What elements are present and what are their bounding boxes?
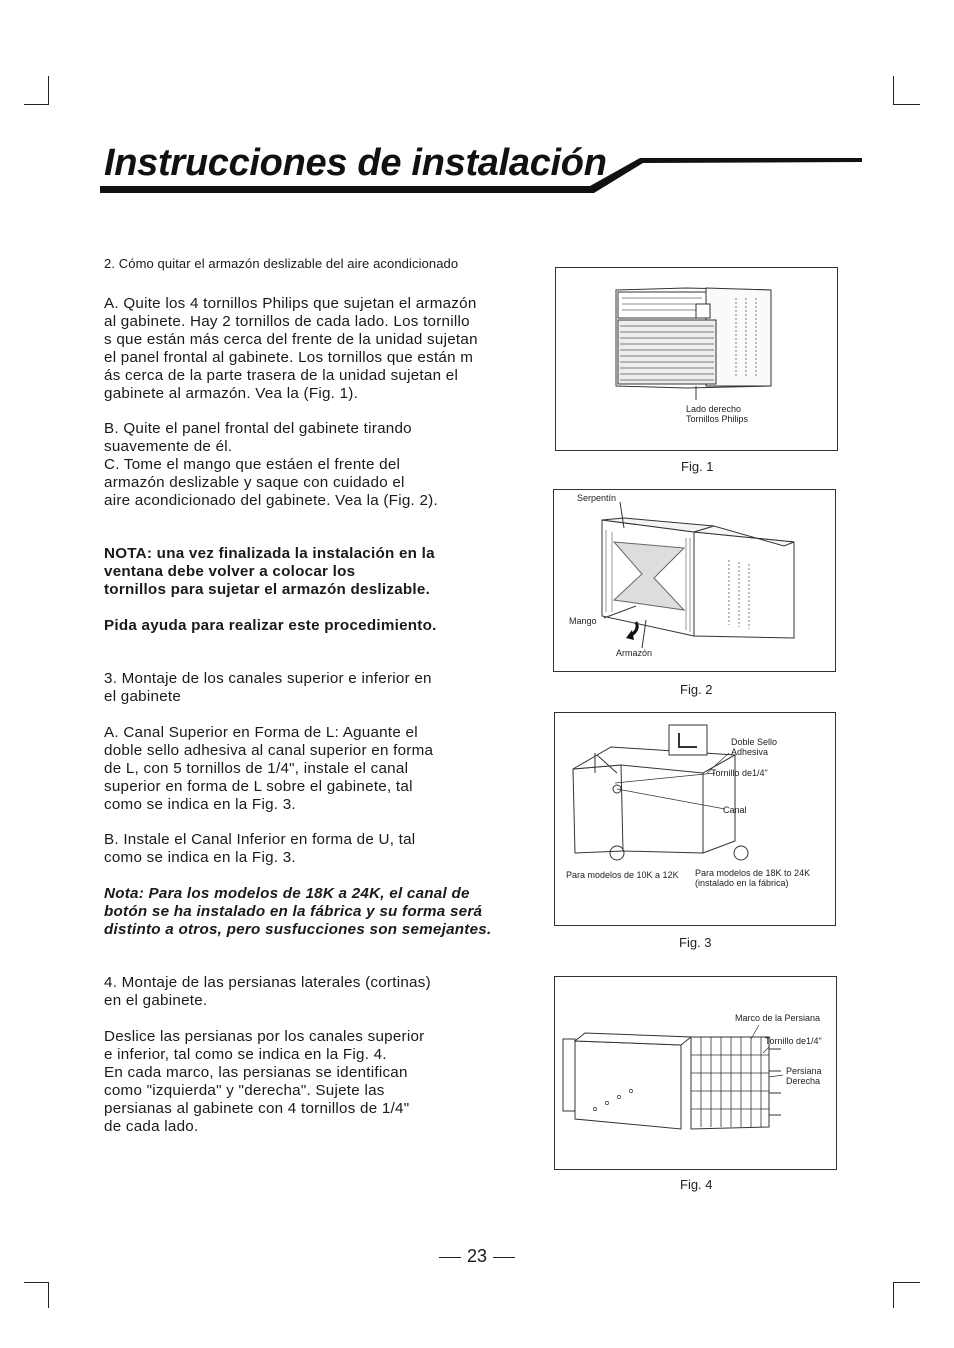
- crop-mark-bottom-left: [48, 1282, 49, 1308]
- fig3-label-doble-sello: Doble Sello Adhesiva: [731, 737, 778, 757]
- fig2-label-armazon: Armazón: [616, 648, 653, 658]
- page-number-rule-right: [493, 1257, 515, 1258]
- fig1-label: Lado derecho Tornillos Philips: [686, 404, 749, 424]
- fig3-label-canal: Canal: [723, 805, 747, 815]
- crop-mark-bottom-right: [893, 1282, 894, 1308]
- section4-heading: 4. Montaje de las persianas laterales (cortinas) en el gabinete.: [104, 974, 431, 1009]
- title-underline: [0, 0, 954, 220]
- page-number-value: 23: [466, 1246, 488, 1266]
- fig3-caption: Fig. 3: [679, 935, 712, 950]
- fig2-caption: Fig. 2: [680, 682, 713, 697]
- fig4-label-marco: Marco de la Persiana: [735, 1013, 821, 1023]
- chassis-removal-illustration: [554, 490, 837, 673]
- figure-3: [554, 712, 836, 926]
- fig1-caption: Fig. 1: [681, 459, 714, 474]
- section3-paragraph-b: B. Instale el Canal Inferior en forma de U, tal como se indica en la Fig. 3.: [104, 831, 416, 866]
- section-subtitle: 2. Cómo quitar el armazón deslizable del aire acondicionado: [104, 256, 459, 271]
- paragraph-b-c: B. Quite el panel frontal del gabinete tirando suavemente de él. C. Tome el mango que estáen el frente del armazón deslizable y saque con cuidado el aire acondicionado del gabinete. Vea la (Fig. 2).: [104, 420, 438, 509]
- fig3-label-left-models: Para modelos de 10K a 12K: [566, 870, 679, 880]
- crop-mark-bottom-left: [24, 1282, 49, 1283]
- fig3-label-right-models: Para modelos de 18K to 24K (instalado en la fábrica): [695, 868, 811, 888]
- section3-note: Nota: Para los modelos de 18K a 24K, el canal de botón se ha instalado en la fábrica y su forma será distinto a otros, pero susfucciones son semejantes.: [104, 885, 492, 938]
- figure-1: [555, 267, 838, 451]
- fig3-label-tornillo: Tornillo de1/4": [711, 768, 768, 778]
- help-text: Pida ayuda para realizar este procedimiento.: [104, 617, 437, 634]
- air-conditioner-illustration: [556, 268, 839, 452]
- page-number-rule-left: [439, 1257, 461, 1258]
- section4-paragraph: Deslice las persianas por los canales superior e inferior, tal como se indica en la Fig. 4. En cada marco, las persianas se identifican como "izquierda" y "derecha". Sujete las persianas al gabinete con 4 tornillos de 1/4" de cada lado.: [104, 1028, 425, 1135]
- note-text: NOTA: una vez finalizada la instalación en la ventana debe volver a colocar los tornillos para sujetar el armazón deslizable.: [104, 545, 435, 598]
- fig4-label-tornillo: Tornillo de1/4": [765, 1036, 822, 1046]
- page-number: [0, 1246, 954, 1267]
- section3-paragraph-a: A. Canal Superior en Forma de L: Aguante el doble sello adhesiva al canal superior en forma de L, con 5 tornillos de 1/4", instale el canal superior en forma de L sobre el gabinete, tal como se indica en la Fig. 3.: [104, 724, 434, 813]
- fig4-label-persiana: Persiana Derecha: [786, 1066, 822, 1086]
- fig2-label-mango: Mango: [569, 616, 597, 626]
- section3-heading: 3. Montaje de los canales superior e inferior en el gabinete: [104, 670, 432, 705]
- paragraph-a: A. Quite los 4 tornillos Philips que sujetan el armazón al gabinete. Hay 2 tornillos de cada lado. Los tornillo s que están más cerca del frente de la unidad sujetan el panel frontal al gabinete. Los tornillos que están m ás cerca de la parte trasera de la unidad sujetan el gabinete al armazón. Vea la (Fig. 1).: [104, 295, 478, 402]
- figure-2: [553, 489, 836, 672]
- page-title: Instrucciones de instalación: [104, 142, 607, 184]
- fig4-caption: Fig. 4: [680, 1177, 713, 1192]
- figure-4: [554, 976, 837, 1170]
- channel-mounting-illustration: [555, 713, 837, 927]
- fig2-label-serpentin: Serpentín: [577, 493, 617, 503]
- crop-mark-bottom-right: [893, 1282, 920, 1283]
